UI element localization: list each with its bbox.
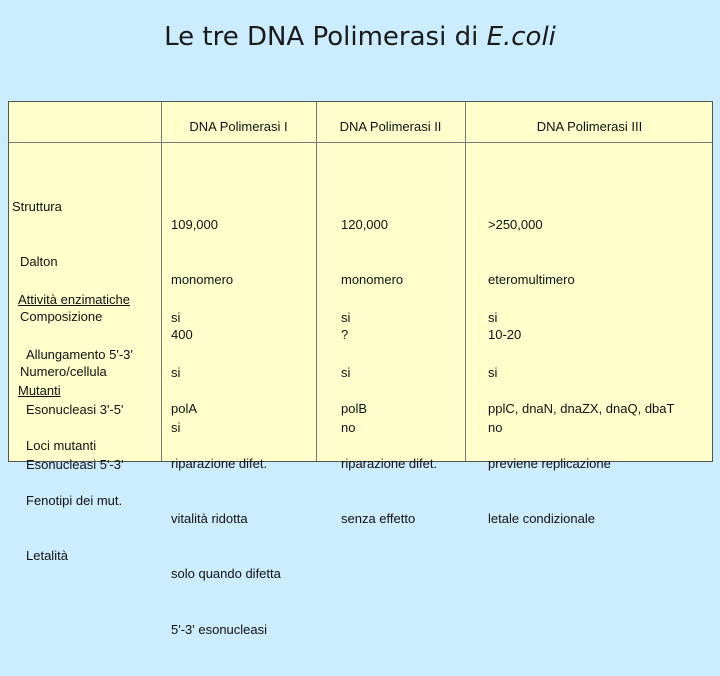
row-mutanti-pol2 xyxy=(341,363,437,565)
cell-value: ? xyxy=(341,327,349,343)
cell-value: 10-20 xyxy=(488,327,522,343)
header-pol1: DNA Polimerasi I xyxy=(189,119,288,134)
cell-value: polB xyxy=(341,400,368,416)
cell-value: no xyxy=(341,420,356,436)
header-pol3: DNA Polimerasi III xyxy=(536,119,643,134)
row-item: Letalità xyxy=(26,548,68,564)
cell-value: >250,000 xyxy=(488,216,543,232)
row-item: Esonucleasi 3'-5' xyxy=(26,402,124,418)
cell-value: no xyxy=(488,420,503,436)
cell-value: 120,000 xyxy=(341,216,388,232)
row-item: Composizione xyxy=(20,309,103,325)
header-pol2: DNA Polimerasi II xyxy=(339,119,442,134)
cell-value: previene replicazione xyxy=(488,456,611,472)
cell-value: eteromultimero xyxy=(488,272,575,288)
row-mutanti-pol3 xyxy=(488,363,674,565)
cell-value: monomero xyxy=(341,272,404,288)
cell-value: pplC, dnaN, dnaZX, dnaQ, dbaT xyxy=(488,400,675,416)
comparison-table xyxy=(8,101,713,637)
cell-value: 109,000 xyxy=(171,216,218,232)
column-divider xyxy=(161,102,162,461)
row-item: Numero/cellula xyxy=(20,364,107,380)
row-item: Allungamento 5'-3' xyxy=(26,347,133,363)
column-divider xyxy=(465,102,466,461)
cell-value: 5'-3' esonucleasi xyxy=(171,621,268,637)
cell-value: vitalità ridotta xyxy=(171,511,248,527)
cell-value: monomero xyxy=(171,272,234,288)
cell-value: si xyxy=(341,365,351,381)
cell-value: solo quando difetta xyxy=(171,566,281,582)
header-divider xyxy=(9,142,712,143)
slide-title xyxy=(0,22,720,52)
cell-value: polA xyxy=(171,400,198,416)
cell-value: si xyxy=(171,365,181,381)
cell-value: si xyxy=(488,365,498,381)
cell-value: si xyxy=(171,309,181,325)
category-label: Attività enzimatiche xyxy=(18,291,130,307)
cell-value: si xyxy=(341,309,351,325)
cell-value: si xyxy=(488,309,498,325)
row-item: Loci mutanti xyxy=(26,438,97,454)
category-label: Struttura xyxy=(12,198,62,214)
column-divider xyxy=(316,102,317,461)
cell-value: letale condizionale xyxy=(488,511,595,527)
category-label: Mutanti xyxy=(18,382,61,398)
title-main: Le tre DNA Polimerasi di xyxy=(164,22,487,52)
row-item: Esonucleasi 5'-3' xyxy=(26,457,124,473)
cell-value: riparazione difet. xyxy=(171,456,268,472)
row-mutanti-pol1 xyxy=(171,363,281,676)
row-item: Dalton xyxy=(20,254,58,270)
row-item: Fenotipi dei mut. xyxy=(26,493,123,509)
cell-value: 400 xyxy=(171,327,193,343)
cell-value: si xyxy=(171,420,181,436)
row-mutanti-label xyxy=(18,345,122,603)
cell-value: riparazione difet. xyxy=(341,456,438,472)
cell-value: senza effetto xyxy=(341,511,416,527)
title-italic: E.coli xyxy=(486,22,556,52)
